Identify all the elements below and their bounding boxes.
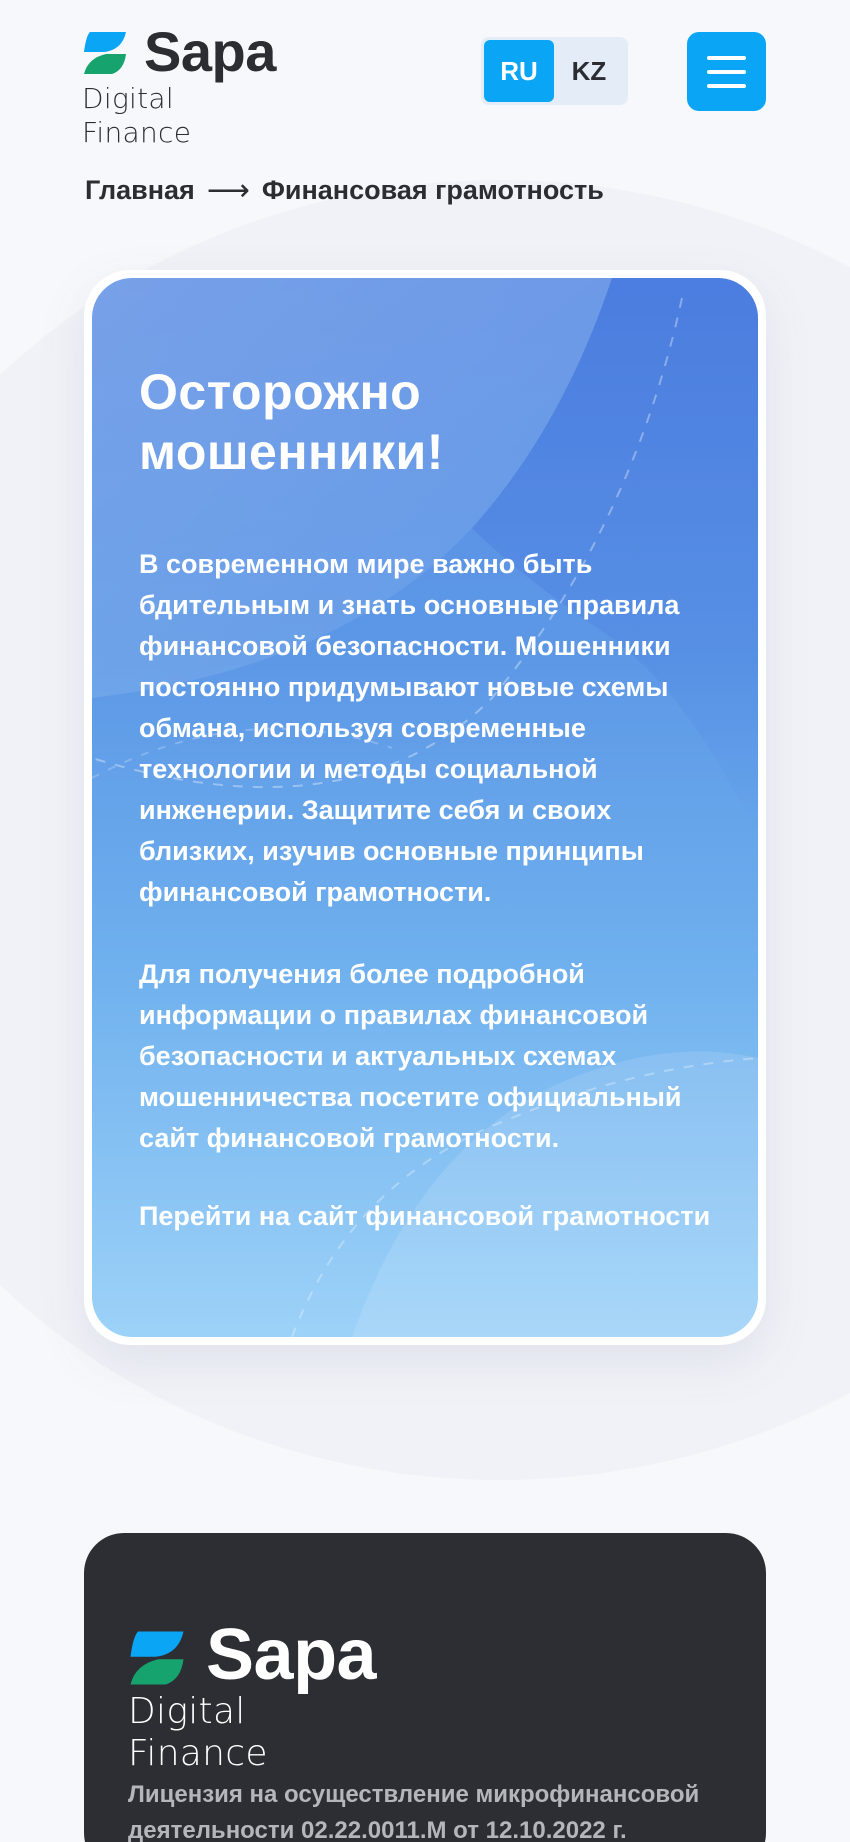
fraud-warning-card <box>92 278 758 1337</box>
site-header <box>0 0 850 149</box>
header-logo[interactable] <box>82 20 282 149</box>
license-text: Лицензия на осуществление микрофинансовой деятельности 02.22.0011.М от 12.10.2022 г. <box>128 1781 700 1842</box>
site-footer <box>84 1533 766 1842</box>
sapa-logo-mark-icon <box>82 30 128 76</box>
breadcrumb-current: Финансовая грамотность <box>261 174 604 205</box>
breadcrumb-home-link[interactable]: Главная <box>85 174 195 205</box>
logo-subtitle: Digital Finance <box>82 82 192 149</box>
breadcrumb <box>85 170 604 210</box>
card-content <box>139 362 719 1235</box>
sapa-logo-mark-icon <box>128 1629 186 1687</box>
card-paragraph-2: Для получения более подробной информации о правилах финансовой безопасности и актуальных схемах мошенничества посетите официальный сайт финансовой грамотности. <box>139 959 682 1153</box>
financial-literacy-site-link[interactable]: Перейти на сайт финансовой грамотности <box>139 1201 711 1231</box>
breadcrumb-arrow-icon: ⟶ <box>206 172 250 208</box>
language-ru-button[interactable]: RU <box>484 40 554 102</box>
fraud-warning-card-frame <box>84 270 766 1345</box>
footer-logo[interactable] <box>128 1615 388 1774</box>
footer-logo-subtitle: Digital Finance <box>128 1691 268 1774</box>
card-paragraph-1: В современном мире важно быть бдительным и знать основные правила финансовой безопасности. Мошенники постоянно придумывают новые схемы обмана, используя современные технологии и методы социальной инженерии. Защитите себя и своих близких, изучив основные принципы финансовой грамотности. <box>139 549 680 907</box>
language-switcher <box>481 37 628 105</box>
hamburger-menu-icon-bar-bottom <box>707 84 746 88</box>
hamburger-menu-icon-bar-middle <box>707 70 746 74</box>
footer-logo-brand: Sapa <box>206 1615 377 1695</box>
menu-button[interactable] <box>687 32 766 111</box>
language-kz-button[interactable]: KZ <box>571 55 607 86</box>
hamburger-menu-icon-bar-top <box>707 56 746 60</box>
card-title: Осторожно мошенники! <box>139 364 444 480</box>
logo-brand: Sapa <box>144 20 276 83</box>
